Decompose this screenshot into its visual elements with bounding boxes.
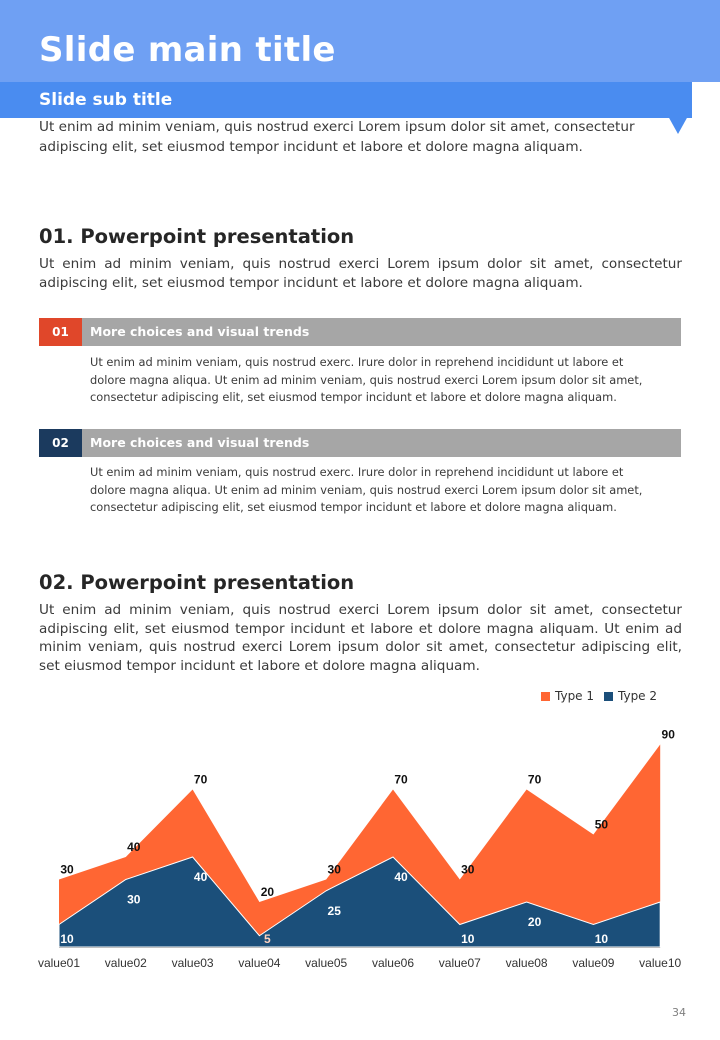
data-label-type-2: 30 [127,892,141,907]
x-tick-label: value04 [238,956,281,970]
data-label-type-2: 10 [461,932,475,946]
intro-paragraph: Ut enim ad minim veniam, quis nostrud exerci Lorem ipsum dolor sit amet, consectetur adipiscing elit, set eiusmod tempor incidunt et labore et dolore magna aliquam. [39,119,635,155]
data-label-type-1: 30 [60,862,74,877]
data-label-type-1: 70 [193,772,208,787]
section-2-paragraph: Ut enim ad minim veniam, quis nostrud exerci Lorem ipsum dolor sit amet, consectetur adipiscing elit, set eiusmod tempor incidunt et labore et dolore magna aliquam. Ut enim ad minim veniam, quis nostrud exerci Lorem ipsum dolor sit amet, consectetur adipiscing elit, set eiusmod tempor incidunt et labore et dolore magna aliquam. [39,602,682,674]
list-item-2-bar [39,429,681,457]
data-label-type-1: 50 [594,817,609,832]
data-label-type-1: 70 [527,772,542,787]
data-label-type-2: 5 [264,932,271,946]
section-1-heading: 01. Powerpoint presentation [39,225,355,248]
data-label-type-2: 20 [527,915,542,929]
slide-main-title: Slide main title [39,30,336,70]
x-tick-label: value03 [171,956,214,970]
x-tick-label: value09 [572,956,615,970]
x-tick-label: value08 [505,956,548,970]
data-label-type-1: 30 [461,862,475,877]
data-label-type-2: 40 [193,870,208,884]
legend-swatch-type-2 [604,692,613,701]
list-item-1-body: Ut enim ad minim veniam, quis nostrud exerc. Irure dolor in reprehend incididunt ut labore et dolore magna aliqua. Ut enim ad minim veniam, quis nostrud exerci Lorem ipsum dolor sit amet, consectetur adipiscing elit, set eiusmod tempor incidunt et labore et dolore magna aliquam. [90,355,643,404]
data-label-type-1: 20 [260,885,275,899]
list-item-2-title: More choices and visual trends [90,435,310,450]
x-tick-label: value01 [37,956,81,970]
data-label-type-1: 70 [394,772,408,787]
x-tick-label: value05 [305,956,348,970]
x-tick-label: value06 [371,956,415,970]
section-2-heading: 02. Powerpoint presentation [39,571,355,594]
data-label-type-1: 90 [661,727,675,742]
data-label-type-2: 20 [661,915,675,929]
list-item-1-title: More choices and visual trends [90,324,310,339]
slide-sub-title: Slide sub title [39,90,173,110]
data-label-type-2: 10 [594,932,609,946]
x-tick-label: value10 [639,956,682,970]
section-1-paragraph: Ut enim ad minim veniam, quis nostrud exerci Lorem ipsum dolor sit amet, consectetur adipiscing elit, set eiusmod tempor incidunt et labore et dolore magna aliquam. [39,256,682,291]
list-item-2-number: 02 [39,429,82,457]
x-tick-label: value02 [104,956,147,970]
list-item-2-body: Ut enim ad minim veniam, quis nostrud exerc. Irure dolor in reprehend incididunt ut labore et dolore magna aliqua. Ut enim ad minim veniam, quis nostrud exerci Lorem ipsum dolor sit amet, consectetur adipiscing elit, set eiusmod tempor incidunt et labore et dolore magna aliquam. [90,465,643,514]
data-label-type-2: 40 [394,870,408,884]
legend-item-type-1 [541,689,594,703]
legend-label-type-2: Type 2 [618,689,658,703]
legend-label-type-1: Type 1 [555,689,595,703]
page-number: 34 [672,1006,686,1019]
legend-swatch-type-1 [541,692,550,701]
data-label-type-2: 10 [60,932,74,946]
legend-item-type-2 [604,689,657,703]
data-label-type-2: 25 [327,903,341,918]
data-label-type-1: 40 [127,840,141,854]
list-item-1-number: 01 [39,318,82,346]
list-item-1-bar [39,318,681,346]
subtitle-banner-tab [668,116,688,134]
data-label-type-1: 30 [327,862,341,877]
area-chart [0,720,720,975]
x-tick-label: value07 [438,956,481,970]
